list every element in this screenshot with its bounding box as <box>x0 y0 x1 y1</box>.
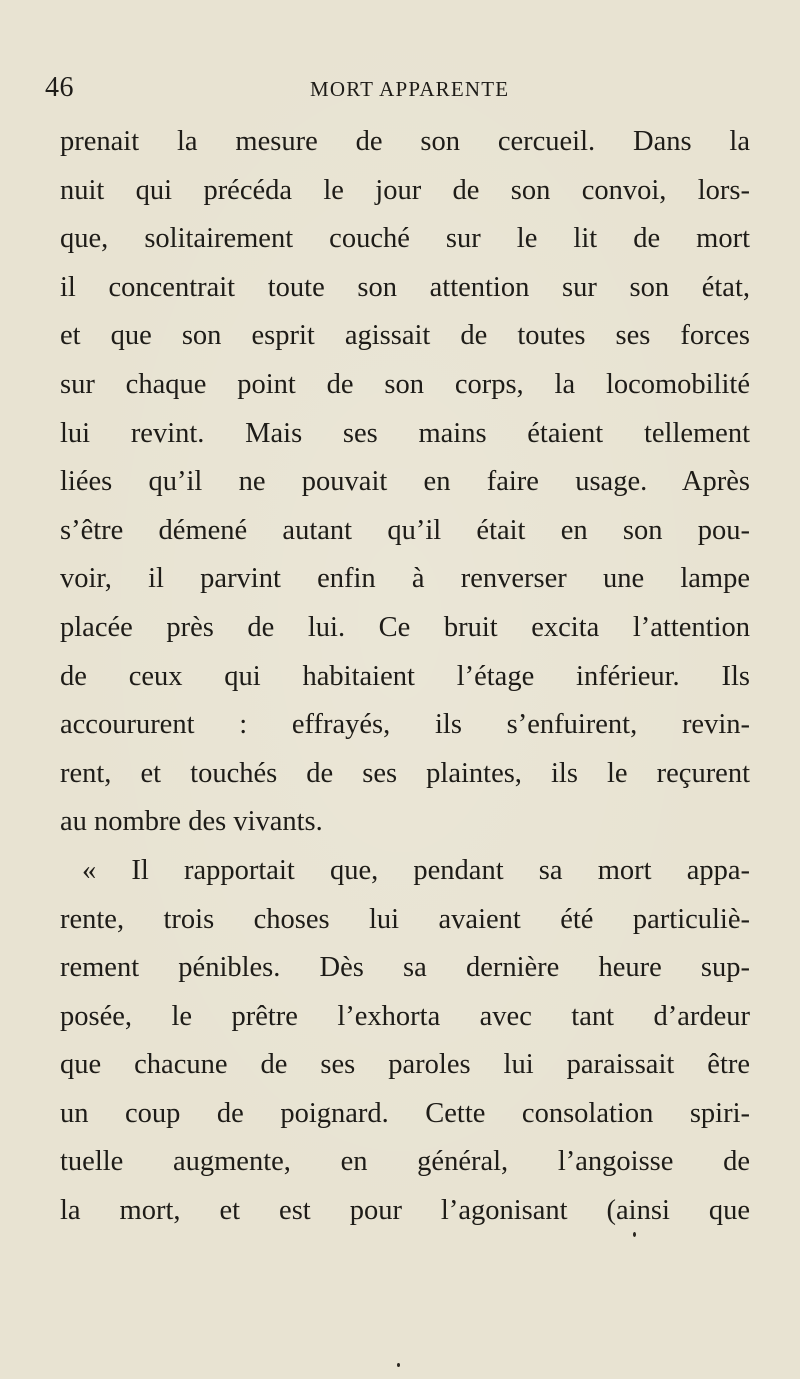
text-line: voir, il parvint enfin à renverser une lampe <box>60 563 750 595</box>
text-line: lui revint. Mais ses mains étaient tellement <box>60 417 750 449</box>
text-line: la mort, et est pour l’agonisant (ainsi que <box>60 1195 750 1227</box>
text-line: prenait la mesure de son cercueil. Dans la <box>60 126 750 157</box>
text-line: il concentrait toute son attention sur son état, <box>60 271 750 303</box>
text-line: tuelle augmente, en général, l’angoisse de <box>60 1146 750 1178</box>
ink-speck <box>633 1232 636 1237</box>
text-line: rement pénibles. Dès sa dernière heure sup- <box>60 952 750 984</box>
text-line: posée, le prêtre l’exhorta avec tant d’ardeur <box>60 1000 750 1032</box>
ink-speck <box>397 1363 400 1367</box>
page-number: 46 <box>45 72 74 103</box>
text-line: accoururent : effrayés, ils s’enfuirent, revin- <box>60 709 750 741</box>
text-line: de ceux qui habitaient l’étage inférieur. Ils <box>60 660 750 692</box>
text-line: un coup de poignard. Cette consolation spiri- <box>60 1097 750 1129</box>
text-line: que, solitairement couché sur le lit de mort <box>60 223 750 255</box>
body-text <box>60 118 750 1236</box>
text-line: rente, trois choses lui avaient été particuliè- <box>60 903 750 935</box>
text-line: placée près de lui. Ce bruit excita l’attention <box>60 611 750 643</box>
text-line: s’être démené autant qu’il était en son pou- <box>60 514 750 546</box>
text-line: sur chaque point de son corps, la locomobilité <box>60 368 750 400</box>
text-line: rent, et touchés de ses plaintes, ils le reçurent <box>60 757 750 789</box>
running-title: MORT APPARENTE <box>310 77 510 101</box>
text-line: que chacune de ses paroles lui paraissait être <box>60 1049 750 1081</box>
text-line-paragraph-start: « Il rapportait que, pendant sa mort appa- <box>82 854 750 886</box>
text-line: nuit qui précéda le jour de son convoi, lors- <box>60 174 750 206</box>
text-line-paragraph-end: au nombre des vivants. <box>60 806 323 838</box>
text-line: liées qu’il ne pouvait en faire usage. Après <box>60 466 750 498</box>
text-line: et que son esprit agissait de toutes ses forces <box>60 320 750 352</box>
